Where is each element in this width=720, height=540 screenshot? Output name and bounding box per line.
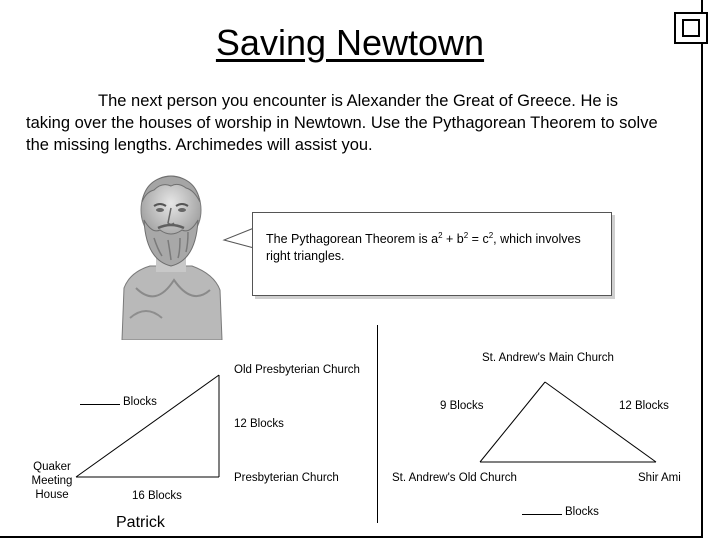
vertical-divider <box>377 325 378 523</box>
right-base-label <box>522 505 599 518</box>
old-presbyterian-church-label: Old Presbyterian Church <box>234 364 360 376</box>
presbyterian-church-label: Presbyterian Church <box>234 472 339 484</box>
theorem-text-prefix: The Pythagorean Theorem is a <box>266 232 439 247</box>
st-andrews-old-church-label: St. Andrew's Old Church <box>392 472 517 484</box>
theorem-text-suffix: , which involves right triangles. <box>266 232 581 264</box>
right-left-leg-label: 9 Blocks <box>440 400 484 412</box>
right-base-blocks: Blocks <box>565 506 599 518</box>
st-andrews-main-church-label: St. Andrew's Main Church <box>482 352 614 364</box>
theorem-equals-c: = c <box>468 232 489 247</box>
right-triangle-right-leg <box>545 382 656 462</box>
answer-blank-base[interactable] <box>522 505 562 515</box>
left-triangle-hypotenuse <box>76 375 219 477</box>
quaker-meeting-house-label: Quaker Meeting House <box>31 461 73 501</box>
left-hypotenuse-label <box>80 395 157 408</box>
page-title: Saving Newtown <box>215 22 485 63</box>
player-name: Patrick <box>116 514 165 531</box>
exponent-b: 2 <box>463 231 469 240</box>
shir-ami-label: Shir Ami <box>638 472 681 484</box>
left-hypotenuse-blocks: Blocks <box>123 396 157 408</box>
left-vertical-leg-label: 12 Blocks <box>234 418 284 430</box>
left-base-leg-label: 16 Blocks <box>132 490 182 502</box>
theorem-plus-b: + b <box>442 232 464 247</box>
right-right-leg-label: 12 Blocks <box>619 400 669 412</box>
exponent-c: 2 <box>488 231 494 240</box>
intro-paragraph: The next person you encounter is Alexander the Great of Greece. He is taking over the houses of worship in Newtown. Use the Pythagorean Theorem to solve the missing lengths. Archimedes will assist you. <box>26 92 658 154</box>
answer-blank-hypotenuse[interactable] <box>80 395 120 405</box>
exponent-a: 2 <box>438 231 443 240</box>
right-triangle-left-leg <box>480 382 545 462</box>
